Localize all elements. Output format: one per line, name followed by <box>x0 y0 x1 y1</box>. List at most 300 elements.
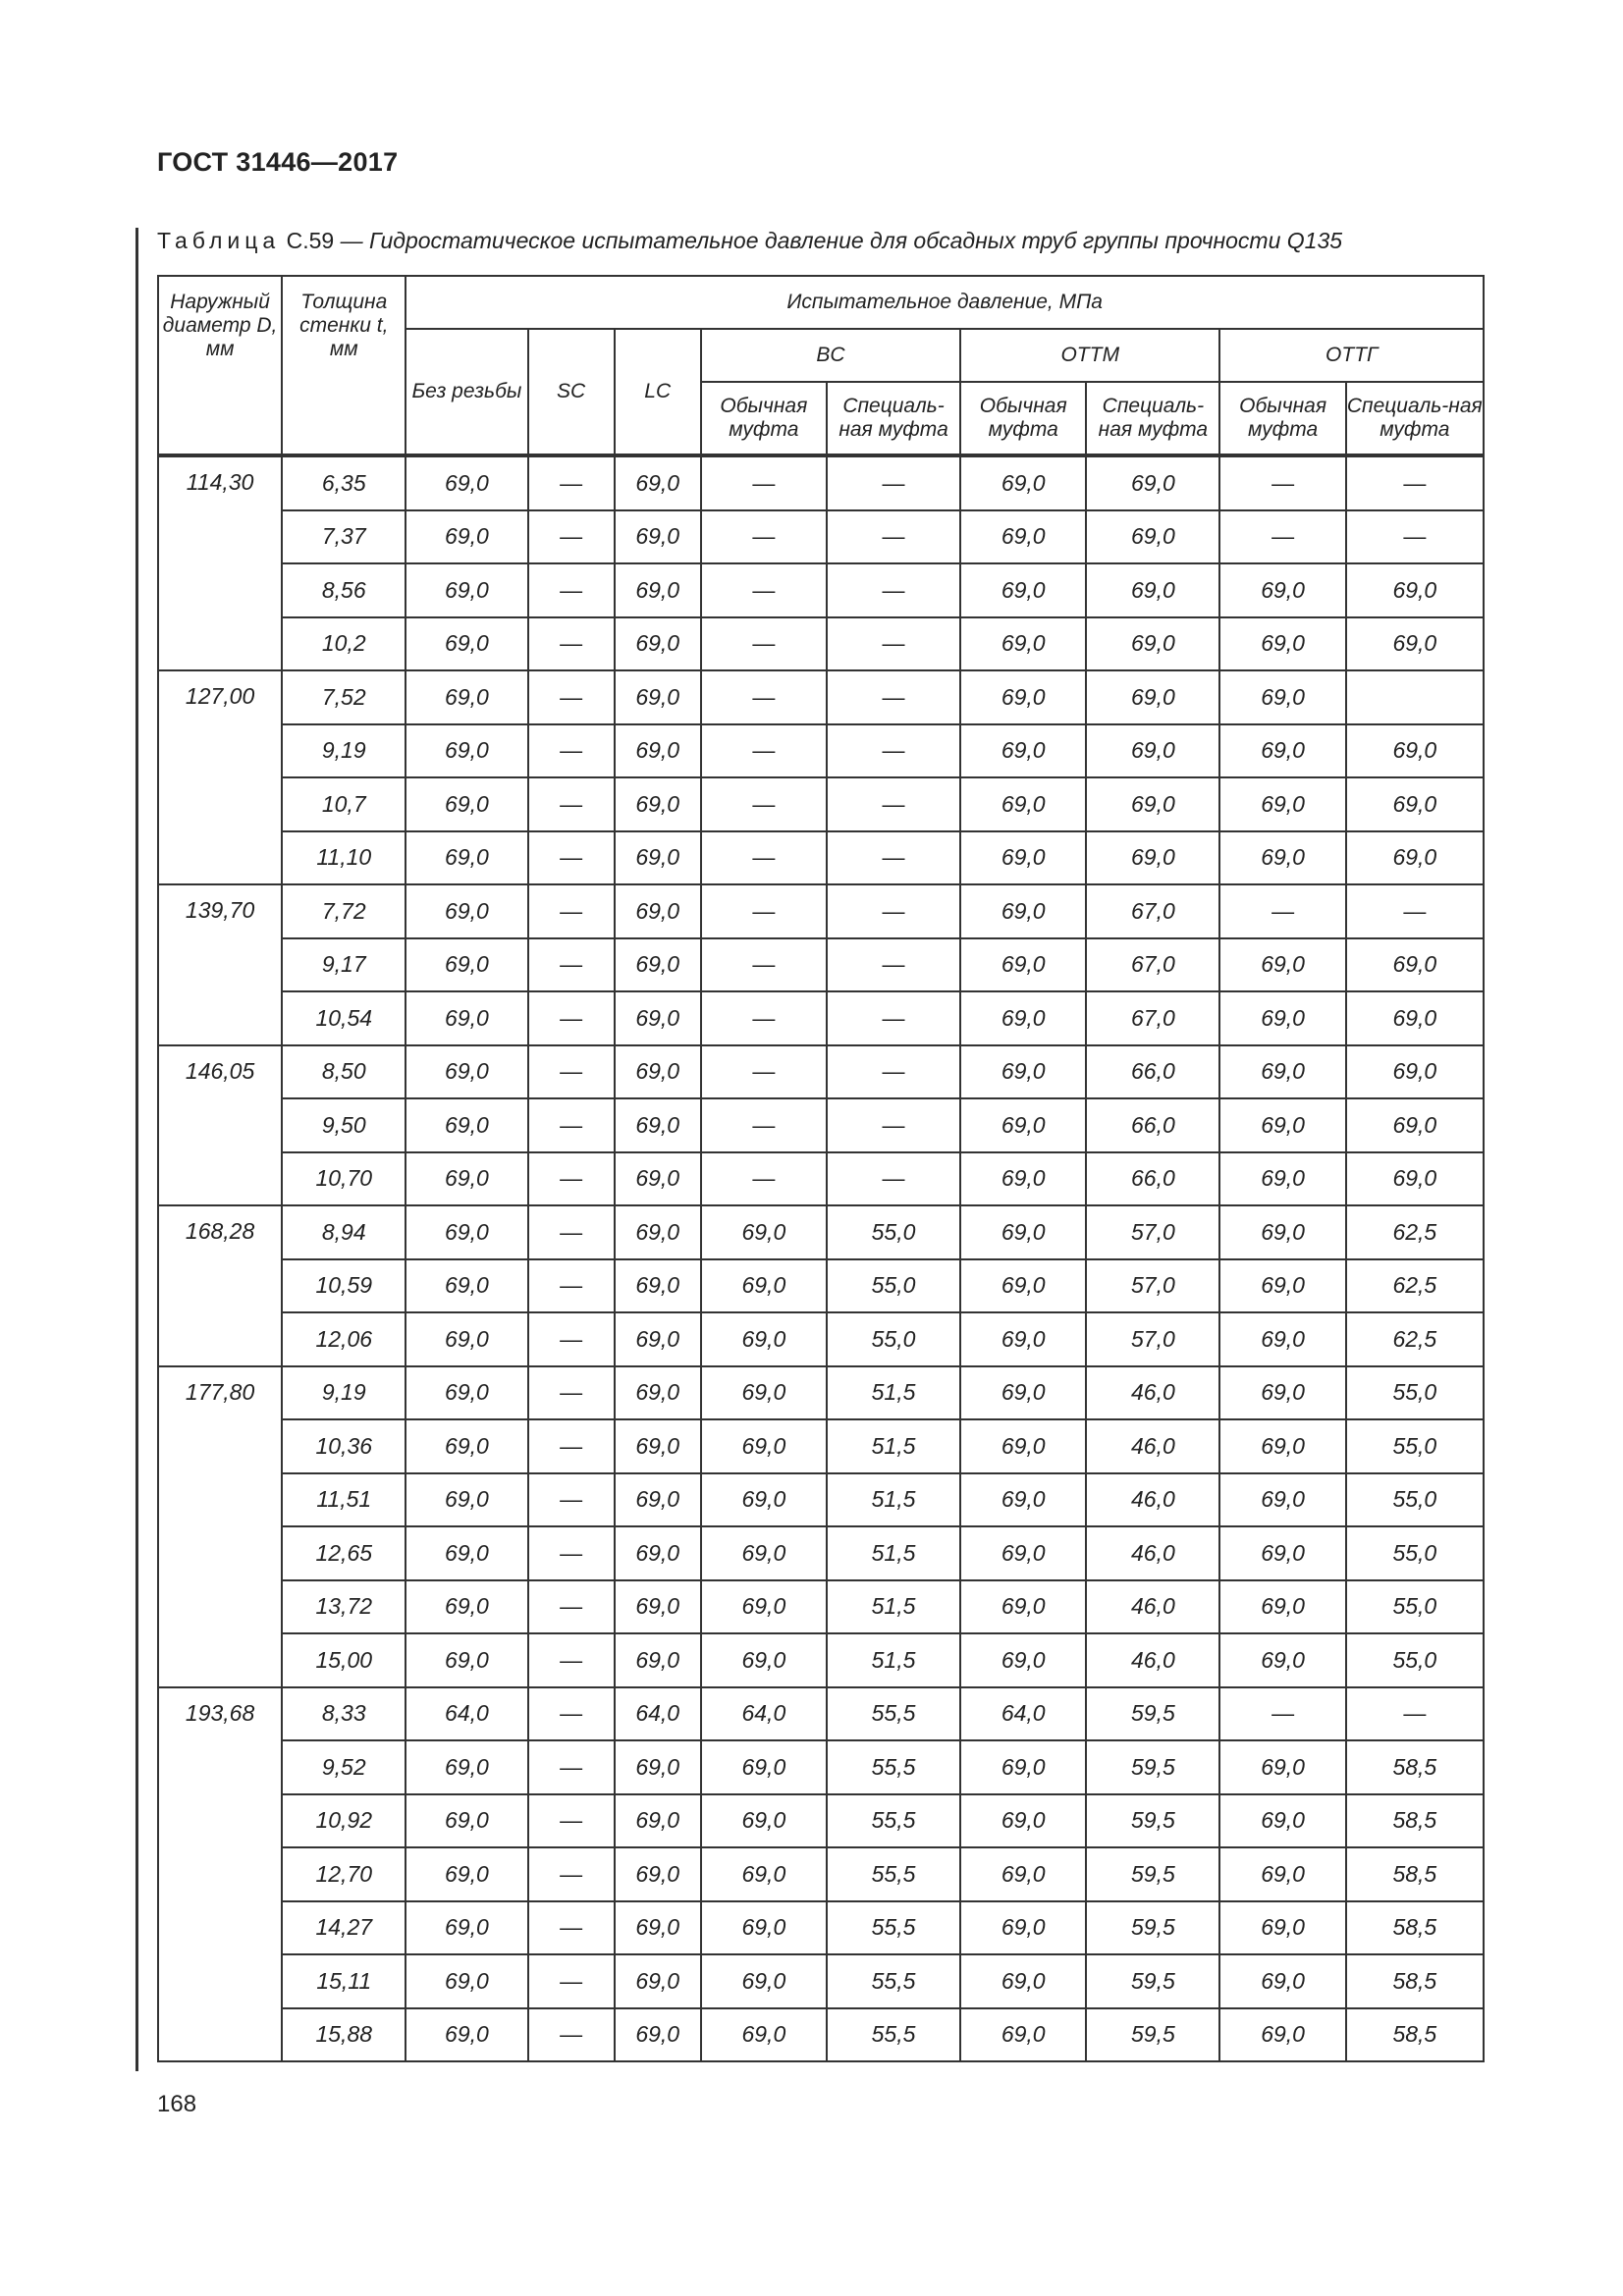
table-row <box>158 724 1484 778</box>
page-number: 168 <box>157 2091 197 2117</box>
pressure-cell: 69,0 <box>615 510 701 564</box>
pressure-cell: — <box>1346 510 1484 564</box>
pressure-cell: 69,0 <box>1346 1098 1484 1152</box>
header-lc: LC <box>615 329 701 455</box>
wall-thickness-cell: 9,50 <box>282 1098 406 1152</box>
pressure-cell: 69,0 <box>1346 617 1484 671</box>
pressure-cell: 69,0 <box>615 563 701 617</box>
pressure-cell: 69,0 <box>960 1473 1086 1527</box>
pressure-cell: 69,0 <box>701 1473 827 1527</box>
pressure-cell: 69,0 <box>406 455 527 510</box>
table-row <box>158 777 1484 831</box>
pressure-cell: 69,0 <box>1346 777 1484 831</box>
pressure-cell: 69,0 <box>615 991 701 1045</box>
pressure-cell: 69,0 <box>960 1098 1086 1152</box>
wall-thickness-cell: 10,7 <box>282 777 406 831</box>
table-row <box>158 1473 1484 1527</box>
pressure-cell: — <box>528 1098 615 1152</box>
wall-thickness-cell: 10,59 <box>282 1259 406 1313</box>
pressure-cell: 69,0 <box>615 1045 701 1099</box>
pressure-cell: 67,0 <box>1086 991 1219 1045</box>
pressure-cell: 69,0 <box>1219 1847 1345 1901</box>
pressure-cell: 59,5 <box>1086 1794 1219 1848</box>
pressure-cell: 67,0 <box>1086 938 1219 992</box>
table-row <box>158 1794 1484 1848</box>
pressure-cell: 69,0 <box>615 884 701 938</box>
pressure-cell: 62,5 <box>1346 1312 1484 1366</box>
pressure-cell: 69,0 <box>1219 1098 1345 1152</box>
pressure-cell: — <box>701 617 827 671</box>
pressure-cell: 59,5 <box>1086 1847 1219 1901</box>
pressure-cell: 69,0 <box>615 1794 701 1848</box>
pressure-cell: 69,0 <box>1086 563 1219 617</box>
pressure-cell: 69,0 <box>1086 777 1219 831</box>
caption-title: — Гидростатическое испытательное давление для обсадных труб группы прочности Q135 <box>340 228 1343 253</box>
pressure-cell: 69,0 <box>406 1045 527 1099</box>
table-row <box>158 1205 1484 1259</box>
pressure-cell: 59,5 <box>1086 1740 1219 1794</box>
pressure-cell: — <box>701 724 827 778</box>
wall-thickness-cell: 9,19 <box>282 1366 406 1420</box>
pressure-cell: 62,5 <box>1346 1205 1484 1259</box>
pressure-cell: 55,5 <box>827 1794 960 1848</box>
wall-thickness-cell: 7,37 <box>282 510 406 564</box>
pressure-cell: 69,0 <box>701 1419 827 1473</box>
pressure-cell: 69,0 <box>615 2008 701 2062</box>
document-header: ГОСТ 31446—2017 <box>157 147 399 177</box>
wall-thickness-cell: 8,94 <box>282 1205 406 1259</box>
pressure-cell: — <box>827 455 960 510</box>
pressure-cell: — <box>701 1045 827 1099</box>
pressure-cell: 69,0 <box>615 1419 701 1473</box>
wall-thickness-cell: 13,72 <box>282 1580 406 1634</box>
wall-thickness-cell: 10,54 <box>282 991 406 1045</box>
pressure-cell: 69,0 <box>615 831 701 885</box>
header-ottg-regular: Обычная муфта <box>1219 382 1345 455</box>
pressure-cell: — <box>528 1366 615 1420</box>
pressure-cell: 69,0 <box>960 1526 1086 1580</box>
pressure-cell: — <box>528 831 615 885</box>
pressure-cell: 69,0 <box>1219 1045 1345 1099</box>
pressure-cell: 69,0 <box>1346 1045 1484 1099</box>
pressure-cell: — <box>701 777 827 831</box>
table-row <box>158 831 1484 885</box>
pressure-cell: 51,5 <box>827 1473 960 1527</box>
pressure-cell: 69,0 <box>701 1633 827 1687</box>
pressure-cell: 69,0 <box>406 1152 527 1206</box>
table-row <box>158 1740 1484 1794</box>
pressure-cell: 69,0 <box>406 1580 527 1634</box>
table-row <box>158 1419 1484 1473</box>
outer-diameter-cell: 114,30 <box>158 455 282 670</box>
pressure-cell: 69,0 <box>701 1580 827 1634</box>
pressure-cell: 69,0 <box>701 2008 827 2062</box>
pressure-cell: 69,0 <box>1219 724 1345 778</box>
pressure-cell: 69,0 <box>960 1740 1086 1794</box>
pressure-cell: 69,0 <box>960 724 1086 778</box>
pressure-cell: 55,5 <box>827 1740 960 1794</box>
pressure-cell: 55,0 <box>827 1205 960 1259</box>
pressure-cell: 69,0 <box>615 1526 701 1580</box>
pressure-cell: 69,0 <box>615 1366 701 1420</box>
pressure-cell: 69,0 <box>1219 670 1345 724</box>
pressure-cell: — <box>827 777 960 831</box>
table-row <box>158 510 1484 564</box>
pressure-cell: — <box>528 1419 615 1473</box>
outer-diameter-cell: 193,68 <box>158 1687 282 2062</box>
table-row <box>158 991 1484 1045</box>
pressure-cell: 69,0 <box>1219 1473 1345 1527</box>
pressure-cell: 69,0 <box>960 670 1086 724</box>
pressure-cell <box>1346 670 1484 724</box>
table-row <box>158 1954 1484 2008</box>
change-margin-bar <box>135 228 138 2071</box>
pressure-cell: 69,0 <box>406 1312 527 1366</box>
pressure-cell: 69,0 <box>615 1901 701 1955</box>
pressure-cell: 69,0 <box>960 510 1086 564</box>
pressure-cell: — <box>528 1633 615 1687</box>
pressure-cell: 69,0 <box>1219 1259 1345 1313</box>
pressure-cell: — <box>827 884 960 938</box>
pressure-cell: 69,0 <box>406 884 527 938</box>
pressure-cell: 69,0 <box>1346 563 1484 617</box>
pressure-cell: 69,0 <box>1086 455 1219 510</box>
pressure-cell: 69,0 <box>1219 777 1345 831</box>
pressure-cell: — <box>528 2008 615 2062</box>
pressure-cell: 59,5 <box>1086 1687 1219 1741</box>
header-ottm: ОТТМ <box>960 329 1219 382</box>
pressure-cell: — <box>1346 1687 1484 1741</box>
pressure-cell: — <box>827 724 960 778</box>
pressure-cell: 69,0 <box>406 1259 527 1313</box>
pressure-cell: 69,0 <box>1219 991 1345 1045</box>
pressure-cell: 69,0 <box>1346 991 1484 1045</box>
wall-thickness-cell: 8,50 <box>282 1045 406 1099</box>
pressure-cell: 51,5 <box>827 1366 960 1420</box>
pressure-cell: — <box>528 1954 615 2008</box>
pressure-cell: — <box>528 1045 615 1099</box>
pressure-cell: 69,0 <box>1219 1633 1345 1687</box>
table-row <box>158 455 1484 510</box>
pressure-cell: 69,0 <box>701 1901 827 1955</box>
pressure-cell: 69,0 <box>1219 617 1345 671</box>
outer-diameter-cell: 127,00 <box>158 670 282 884</box>
table-row <box>158 1526 1484 1580</box>
pressure-cell: 69,0 <box>1086 831 1219 885</box>
pressure-cell: 69,0 <box>406 1419 527 1473</box>
header-bc-regular: Обычная муфта <box>701 382 827 455</box>
pressure-cell: 69,0 <box>1219 1954 1345 2008</box>
pressure-cell: 55,0 <box>1346 1633 1484 1687</box>
pressure-cell: 67,0 <box>1086 884 1219 938</box>
pressure-cell: 51,5 <box>827 1580 960 1634</box>
pressure-cell: — <box>701 563 827 617</box>
pressure-cell: 66,0 <box>1086 1152 1219 1206</box>
pressure-cell: 58,5 <box>1346 1740 1484 1794</box>
pressure-cell: — <box>701 455 827 510</box>
pressure-cell: 69,0 <box>701 1954 827 2008</box>
pressure-cell: 69,0 <box>406 1098 527 1152</box>
pressure-cell: 69,0 <box>960 617 1086 671</box>
pressure-cell: 69,0 <box>406 617 527 671</box>
pressure-cell: 69,0 <box>960 1580 1086 1634</box>
table-row <box>158 1687 1484 1741</box>
table-row <box>158 938 1484 992</box>
pressure-cell: 69,0 <box>1219 563 1345 617</box>
wall-thickness-cell: 8,56 <box>282 563 406 617</box>
pressure-cell: 69,0 <box>960 1419 1086 1473</box>
pressure-cell: 55,0 <box>1346 1473 1484 1527</box>
pressure-cell: 69,0 <box>615 1312 701 1366</box>
table-row <box>158 1901 1484 1955</box>
pressure-cell: 64,0 <box>960 1687 1086 1741</box>
pressure-cell: 51,5 <box>827 1526 960 1580</box>
outer-diameter-cell: 168,28 <box>158 1205 282 1366</box>
pressure-cell: 64,0 <box>615 1687 701 1741</box>
wall-thickness-cell: 11,10 <box>282 831 406 885</box>
table-row <box>158 1098 1484 1152</box>
caption-label: Таблица <box>157 228 281 253</box>
pressure-cell: 57,0 <box>1086 1259 1219 1313</box>
wall-thickness-cell: 9,17 <box>282 938 406 992</box>
pressure-cell: 69,0 <box>960 831 1086 885</box>
pressure-cell: 64,0 <box>406 1687 527 1741</box>
pressure-cell: 69,0 <box>1219 1419 1345 1473</box>
pressure-cell: 69,0 <box>701 1847 827 1901</box>
pressure-cell: 69,0 <box>1219 1740 1345 1794</box>
pressure-cell: 66,0 <box>1086 1045 1219 1099</box>
pressure-cell: — <box>528 777 615 831</box>
pressure-cell: — <box>701 670 827 724</box>
wall-thickness-cell: 15,00 <box>282 1633 406 1687</box>
pressure-cell: 69,0 <box>960 1045 1086 1099</box>
header-no-thread: Без резьбы <box>406 329 527 455</box>
pressure-cell: 55,0 <box>1346 1526 1484 1580</box>
pressure-cell: 69,0 <box>960 1847 1086 1901</box>
pressure-cell: 69,0 <box>406 1740 527 1794</box>
header-test-pressure: Испытательное давление, МПа <box>406 276 1484 329</box>
wall-thickness-cell: 12,70 <box>282 1847 406 1901</box>
pressure-cell: 46,0 <box>1086 1419 1219 1473</box>
wall-thickness-cell: 12,65 <box>282 1526 406 1580</box>
pressure-cell: 57,0 <box>1086 1205 1219 1259</box>
pressure-cell: 69,0 <box>701 1259 827 1313</box>
pressure-cell: 69,0 <box>1219 1366 1345 1420</box>
table-row <box>158 2008 1484 2062</box>
pressure-cell: 69,0 <box>615 617 701 671</box>
pressure-cell: 69,0 <box>1086 670 1219 724</box>
pressure-cell: — <box>827 617 960 671</box>
pressure-cell: — <box>528 1152 615 1206</box>
pressure-cell: 59,5 <box>1086 1901 1219 1955</box>
pressure-cell: 69,0 <box>406 563 527 617</box>
wall-thickness-cell: 9,19 <box>282 724 406 778</box>
pressure-cell: 59,5 <box>1086 2008 1219 2062</box>
pressure-cell: 69,0 <box>406 510 527 564</box>
pressure-cell: 69,0 <box>1346 724 1484 778</box>
header-outer-diameter: Наружный диаметр D, мм <box>158 276 282 455</box>
pressure-cell: 69,0 <box>960 884 1086 938</box>
pressure-cell: 46,0 <box>1086 1366 1219 1420</box>
pressure-cell: 51,5 <box>827 1419 960 1473</box>
header-ottg: ОТТГ <box>1219 329 1484 382</box>
pressure-cell: — <box>1219 884 1345 938</box>
header-sc: SC <box>528 329 615 455</box>
pressure-cell: 69,0 <box>701 1740 827 1794</box>
pressure-cell: 55,5 <box>827 1954 960 2008</box>
wall-thickness-cell: 15,88 <box>282 2008 406 2062</box>
pressure-cell: 58,5 <box>1346 1954 1484 2008</box>
pressure-cell: — <box>528 1687 615 1741</box>
pressure-cell: 57,0 <box>1086 1312 1219 1366</box>
header-ottg-special: Специаль-ная муфта <box>1346 382 1484 455</box>
wall-thickness-cell: 10,92 <box>282 1794 406 1848</box>
pressure-cell: 69,0 <box>406 2008 527 2062</box>
outer-diameter-cell: 177,80 <box>158 1366 282 1687</box>
wall-thickness-cell: 7,52 <box>282 670 406 724</box>
pressure-cell: — <box>528 1259 615 1313</box>
pressure-cell: — <box>827 1045 960 1099</box>
pressure-cell: — <box>528 938 615 992</box>
header-wall-thickness: Толщина стенки t, мм <box>282 276 406 455</box>
pressure-cell: 58,5 <box>1346 1901 1484 1955</box>
outer-diameter-cell: 139,70 <box>158 884 282 1045</box>
wall-thickness-cell: 8,33 <box>282 1687 406 1741</box>
table-row <box>158 1580 1484 1634</box>
pressure-cell: — <box>1219 510 1345 564</box>
wall-thickness-cell: 14,27 <box>282 1901 406 1955</box>
wall-thickness-cell: 15,11 <box>282 1954 406 2008</box>
pressure-cell: 69,0 <box>960 1794 1086 1848</box>
pressure-cell: — <box>528 670 615 724</box>
pressure-cell: 69,0 <box>615 777 701 831</box>
pressure-cell: — <box>528 1847 615 1901</box>
pressure-cell: 69,0 <box>701 1205 827 1259</box>
pressure-cell: 55,5 <box>827 1687 960 1741</box>
header-ottm-regular: Обычная муфта <box>960 382 1086 455</box>
wall-thickness-cell: 10,36 <box>282 1419 406 1473</box>
pressure-cell: 69,0 <box>406 1205 527 1259</box>
pressure-cell: 69,0 <box>615 1633 701 1687</box>
pressure-cell: 69,0 <box>1219 1205 1345 1259</box>
pressure-cell: — <box>701 884 827 938</box>
pressure-cell: 59,5 <box>1086 1954 1219 2008</box>
table-row <box>158 1847 1484 1901</box>
pressure-cell: — <box>701 510 827 564</box>
pressure-cell: — <box>528 991 615 1045</box>
pressure-cell: 69,0 <box>960 938 1086 992</box>
pressure-cell: 69,0 <box>615 1847 701 1901</box>
table-row <box>158 1312 1484 1366</box>
pressure-cell: 69,0 <box>615 1954 701 2008</box>
pressure-cell: — <box>701 1152 827 1206</box>
pressure-cell: — <box>528 884 615 938</box>
header-bc-special: Специаль-ная муфта <box>827 382 960 455</box>
pressure-cell: — <box>528 1794 615 1848</box>
pressure-cell: 46,0 <box>1086 1580 1219 1634</box>
table-row <box>158 1259 1484 1313</box>
pressure-cell: 58,5 <box>1346 1794 1484 1848</box>
pressure-cell: 69,0 <box>1346 831 1484 885</box>
pressure-cell: 69,0 <box>406 831 527 885</box>
pressure-cell: 69,0 <box>1219 1580 1345 1634</box>
table-row <box>158 1152 1484 1206</box>
table-row <box>158 884 1484 938</box>
wall-thickness-cell: 12,06 <box>282 1312 406 1366</box>
pressure-cell: — <box>528 563 615 617</box>
wall-thickness-cell: 10,2 <box>282 617 406 671</box>
pressure-cell: 69,0 <box>615 1259 701 1313</box>
pressure-cell: — <box>528 455 615 510</box>
pressure-cell: 69,0 <box>406 1901 527 1955</box>
pressure-cell: 58,5 <box>1346 2008 1484 2062</box>
table-body <box>158 455 1484 2061</box>
pressure-cell: 55,0 <box>1346 1366 1484 1420</box>
pressure-cell: 69,0 <box>615 938 701 992</box>
table-caption <box>157 228 1342 254</box>
pressure-cell: — <box>1346 455 1484 510</box>
caption-number: C.59 <box>286 228 335 253</box>
pressure-cell: 64,0 <box>701 1687 827 1741</box>
pressure-cell: — <box>827 670 960 724</box>
pressure-cell: 69,0 <box>701 1526 827 1580</box>
pressure-cell: — <box>827 510 960 564</box>
pressure-cell: — <box>528 1205 615 1259</box>
pressure-cell: 69,0 <box>615 1098 701 1152</box>
pressure-cell: — <box>528 1740 615 1794</box>
pressure-cell: 55,5 <box>827 1901 960 1955</box>
pressure-cell: 62,5 <box>1346 1259 1484 1313</box>
pressure-cell: — <box>701 831 827 885</box>
pressure-cell: 69,0 <box>406 938 527 992</box>
wall-thickness-cell: 11,51 <box>282 1473 406 1527</box>
pressure-cell: — <box>827 1098 960 1152</box>
pressure-cell: 55,0 <box>1346 1580 1484 1634</box>
pressure-table <box>157 275 1485 2062</box>
pressure-cell: — <box>701 991 827 1045</box>
wall-thickness-cell: 10,70 <box>282 1152 406 1206</box>
pressure-cell: 69,0 <box>406 777 527 831</box>
pressure-cell: 69,0 <box>406 1526 527 1580</box>
pressure-cell: — <box>528 617 615 671</box>
table-row <box>158 1633 1484 1687</box>
pressure-cell: 46,0 <box>1086 1473 1219 1527</box>
pressure-cell: 69,0 <box>960 455 1086 510</box>
pressure-cell: — <box>827 991 960 1045</box>
pressure-cell: 69,0 <box>615 724 701 778</box>
pressure-cell: 69,0 <box>406 724 527 778</box>
pressure-cell: 69,0 <box>615 1205 701 1259</box>
pressure-cell: 69,0 <box>615 1580 701 1634</box>
pressure-cell: 69,0 <box>1219 1312 1345 1366</box>
pressure-cell: 69,0 <box>960 2008 1086 2062</box>
table-row <box>158 1045 1484 1099</box>
pressure-cell: 69,0 <box>1086 617 1219 671</box>
pressure-cell: 69,0 <box>960 1901 1086 1955</box>
pressure-cell: 51,5 <box>827 1633 960 1687</box>
pressure-cell: 69,0 <box>1219 831 1345 885</box>
table-row <box>158 617 1484 671</box>
pressure-cell: — <box>701 1098 827 1152</box>
pressure-cell: — <box>827 563 960 617</box>
pressure-cell: 69,0 <box>615 455 701 510</box>
pressure-cell: 69,0 <box>406 1633 527 1687</box>
pressure-cell: 69,0 <box>406 991 527 1045</box>
pressure-cell: 69,0 <box>701 1312 827 1366</box>
pressure-cell: 69,0 <box>960 1954 1086 2008</box>
table-row <box>158 563 1484 617</box>
pressure-cell: 69,0 <box>406 670 527 724</box>
